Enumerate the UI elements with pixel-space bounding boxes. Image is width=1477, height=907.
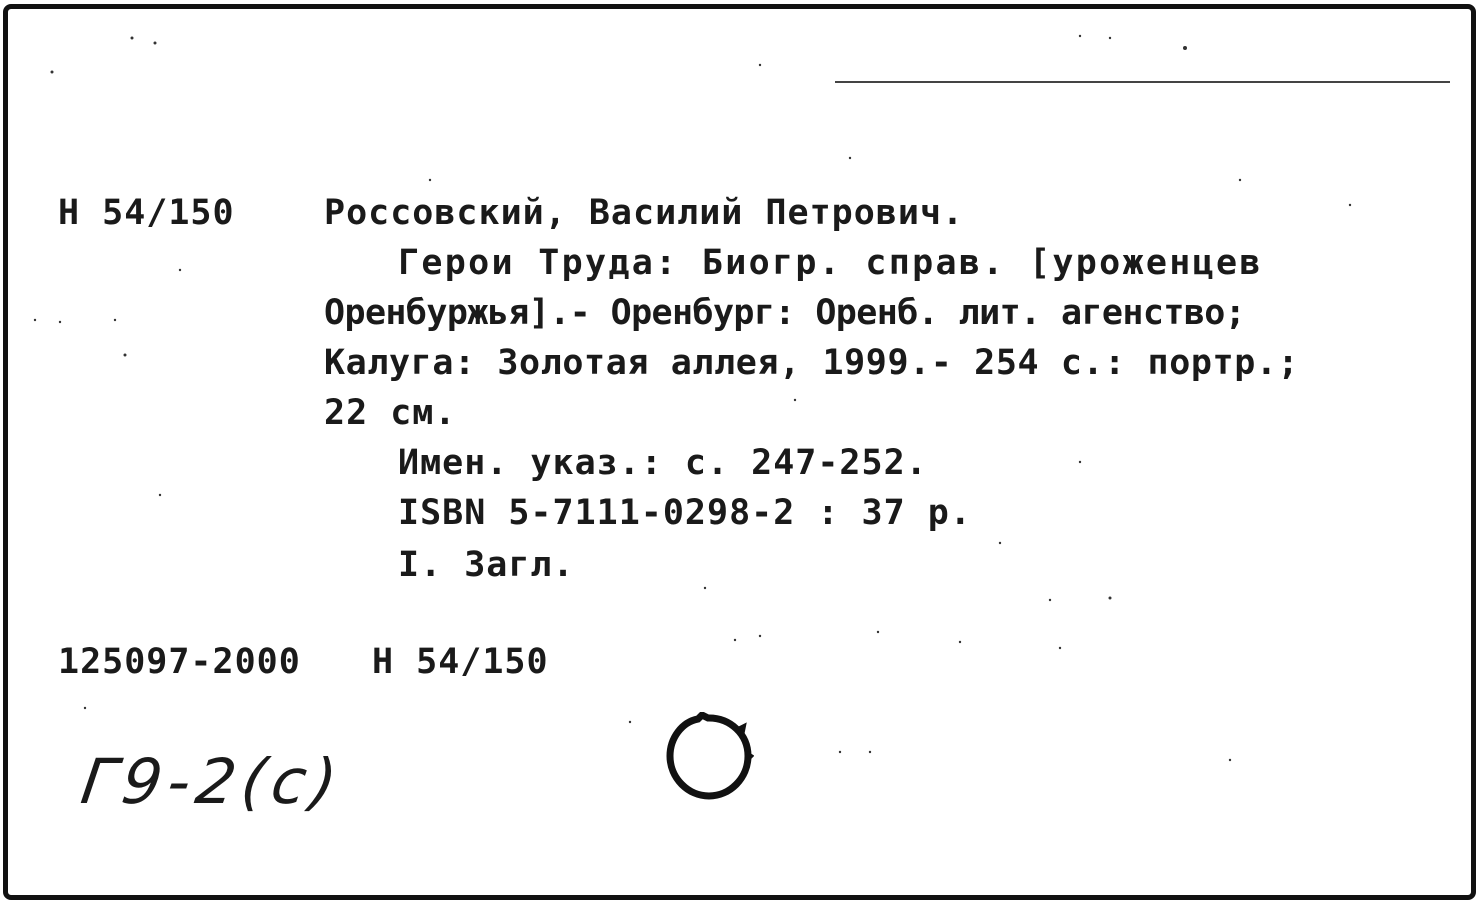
inventory-call-number: Н 54/150 xyxy=(372,642,549,682)
inventory-number: 125097-2000 xyxy=(58,642,301,682)
title-line-4: 22 см. xyxy=(324,393,457,433)
call-number: Н 54/150 xyxy=(58,193,235,233)
title-line-3: Калуга: Золотая аллея, 1999.- 254 с.: портр.; xyxy=(324,343,1300,383)
author-heading: Россовский, Василий Петрович. xyxy=(324,193,965,233)
handwritten-shelf-code: Г9-2(с) xyxy=(76,745,348,818)
isbn-line: ISBN 5-7111-0298-2 : 37 р. xyxy=(398,493,972,533)
added-entry: I. Загл. xyxy=(398,545,575,585)
name-index-note: Имен. указ.: с. 247-252. xyxy=(398,443,928,483)
top-rule-line xyxy=(835,81,1450,83)
punched-hole xyxy=(664,712,754,802)
title-line-1: Герои Труда: Биогр. справ. [уроженцев xyxy=(398,243,1263,283)
title-line-2: Оренбуржья].- Оренбург: Оренб. лит. агенство; xyxy=(324,293,1246,333)
